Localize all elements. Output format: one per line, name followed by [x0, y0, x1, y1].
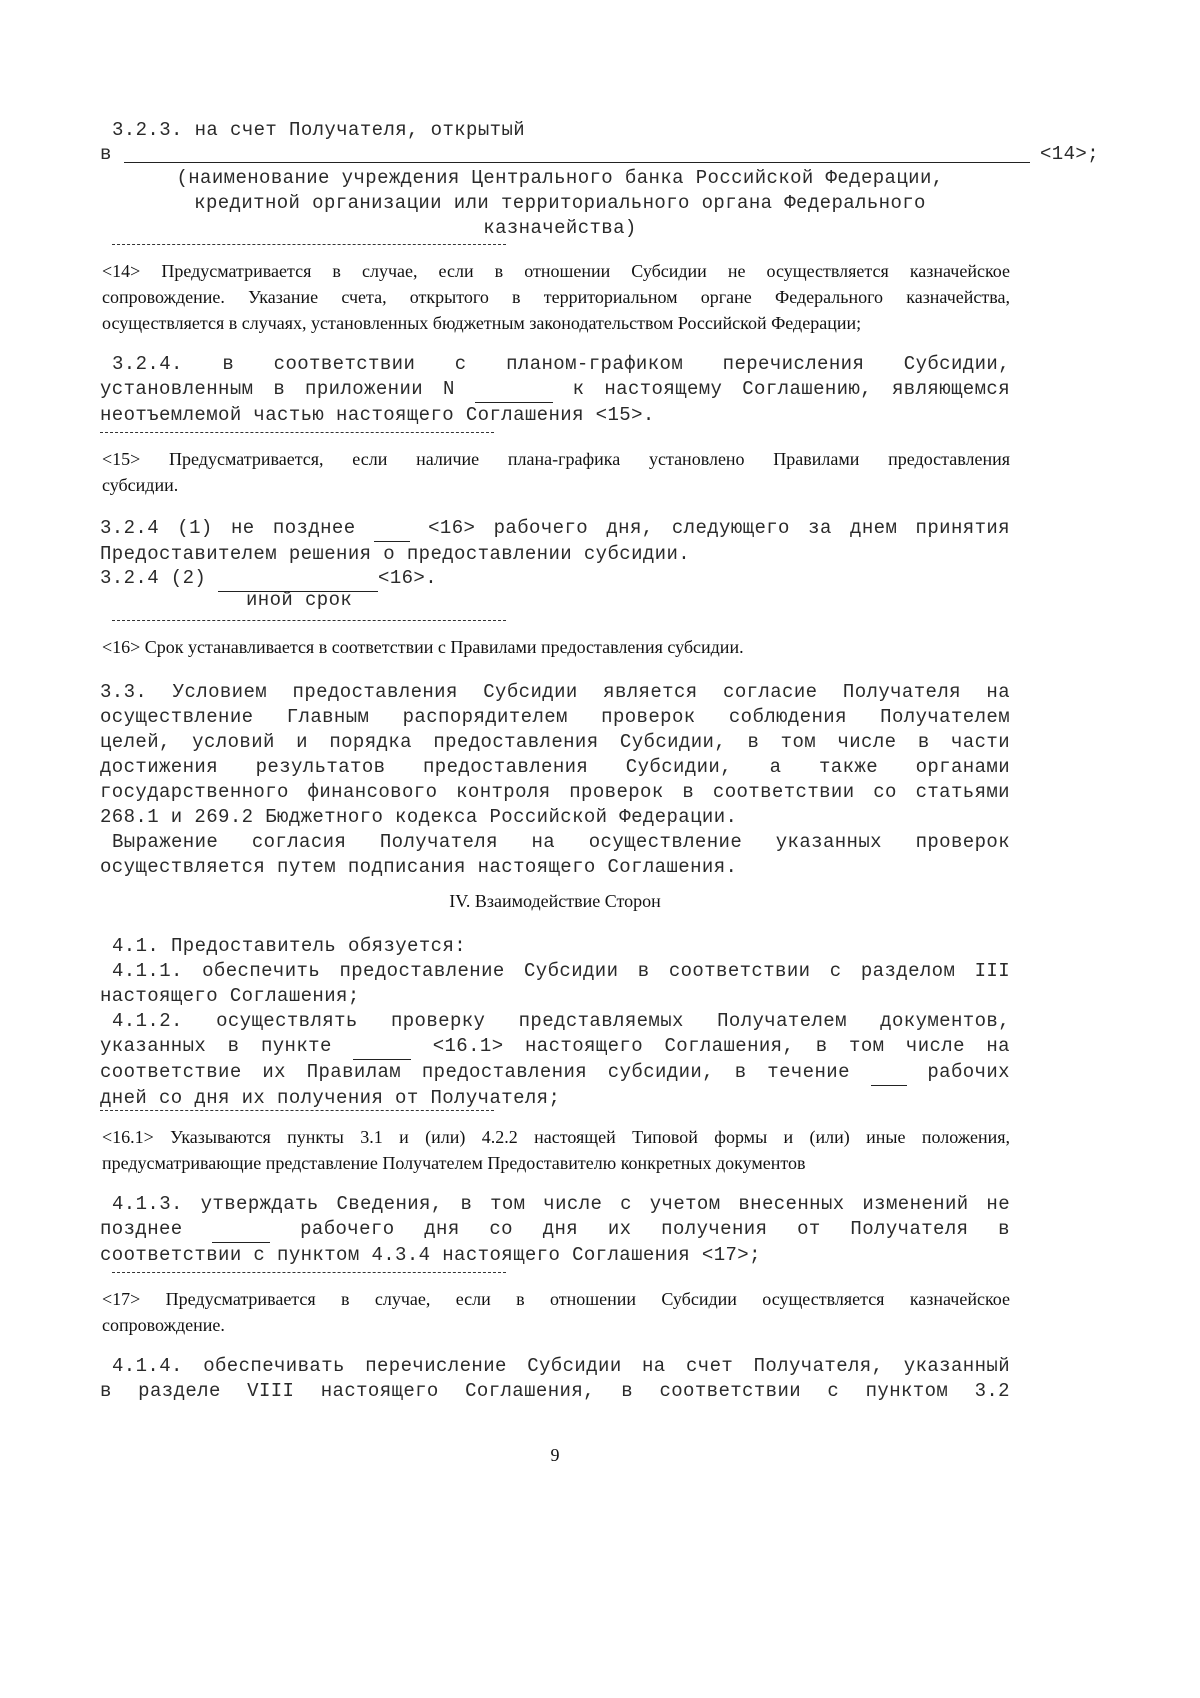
bank-caption-line-2: кредитной организации или территориального органа Федерального	[194, 192, 926, 214]
clause-number-blank	[353, 1034, 411, 1060]
footnote-16-1-line-1: <16.1> Указываются пункты 3.1 и (или) 4.2.2 настоящей Типовой формы и (или) иные положения,	[102, 1127, 1010, 1147]
approval-days-blank	[212, 1217, 270, 1243]
clause-3-2-4-2-prefix: 3.2.4 (2)	[100, 567, 207, 589]
clause-4-1-1-line-1: 4.1.1. обеспечить предоставление Субсидии в соответствии с разделом III	[112, 960, 1010, 982]
clause-3-2-4-text-a: установленным в приложении N	[100, 378, 455, 400]
footnote-17	[102, 1286, 1010, 1338]
clause-3-2-4-1-line-1	[100, 516, 1010, 542]
footnote-16-1-line-2: предусматривающие представление Получателем Предоставителю конкретных документов	[102, 1153, 806, 1173]
clause-3-2-4-line-2	[100, 377, 1010, 403]
clause-4-1-2-text-b: <16.1> настоящего Соглашения, в том числе на	[432, 1035, 1010, 1057]
footnote-separator	[112, 1272, 506, 1273]
footnote-16: <16> Срок устанавливается в соответствии с Правилами предоставления субсидии.	[102, 637, 744, 657]
clause-3-3-line-6: 268.1 и 269.2 Бюджетного кодекса Российской Федерации.	[100, 806, 738, 828]
other-term-caption: иной срок	[246, 589, 353, 611]
clause-3-2-4-text-b: к настоящему Соглашению, являющемся	[572, 378, 1011, 400]
clause-4-1-1-line-2: настоящего Соглашения;	[100, 985, 360, 1007]
clause-3-2-3-line-1: 3.2.3. на счет Получателя, открытый	[112, 119, 526, 141]
clause-3-2-4-1	[100, 516, 1010, 567]
footnote-ref-14: <14>;	[1040, 143, 1100, 165]
bank-caption	[100, 166, 1020, 241]
clause-3-3	[100, 680, 1010, 880]
clause-4-1-3-line-2	[100, 1217, 1010, 1243]
footnote-ref-16: <16>.	[378, 567, 438, 589]
clause-4-1-4	[100, 1354, 1010, 1404]
clause-4-1-2-line-2	[100, 1034, 1010, 1060]
clause-3-2-4-line-1: 3.2.4. в соответствии с планом-графиком перечисления Субсидии,	[112, 353, 1010, 375]
clause-4-1-2-line-1: 4.1.2. осуществлять проверку представляемых Получателем документов,	[112, 1010, 1010, 1032]
clause-4-1-2-text-c: соответствие их Правилам предоставления субсидии, в течение	[100, 1061, 850, 1083]
footnote-separator	[112, 620, 506, 621]
clause-3-2-4-1-text-a: 3.2.4 (1) не позднее	[100, 517, 356, 539]
clause-3-2-3-prefix: в	[100, 143, 112, 165]
clause-3-2-4-1-line-2: Предоставителем решения о предоставлении субсидии.	[100, 543, 691, 565]
clause-3-3-line-7: Выражение согласия Получателя на осуществление указанных проверок	[112, 831, 1010, 853]
footnote-14-line-3: осуществляется в случаях, установленных бюджетным законодательством Российской Федерации;	[102, 313, 862, 333]
clause-4-1-3-text-a: позднее	[100, 1218, 183, 1240]
clause-4-1-2-text-a: указанных в пункте	[100, 1035, 332, 1057]
clause-4-1-3	[100, 1192, 1010, 1268]
footnote-15	[102, 446, 1010, 498]
bank-caption-line-1: (наименование учреждения Центрального банка Российской Федерации,	[176, 167, 944, 189]
clause-3-3-line-4: достижения результатов предоставления Субсидии, а также органами	[100, 756, 1010, 778]
footnote-separator	[100, 432, 494, 433]
footnote-17-line-1: <17> Предусматривается в случае, если в отношении Субсидии осуществляется казначейское	[102, 1289, 1010, 1309]
footnote-16-1	[102, 1124, 1010, 1176]
clause-4-1-2-line-4: дней со дня их получения от Получателя;	[100, 1087, 561, 1109]
days-count-blank	[871, 1060, 907, 1086]
clause-4-1-3-line-1: 4.1.3. утверждать Сведения, в том числе с учетом внесенных изменений не	[112, 1193, 1010, 1215]
clause-3-2-4-1-text-b: <16> рабочего дня, следующего за днем принятия	[428, 517, 1010, 539]
clause-4-1	[100, 934, 1010, 1111]
footnote-15-line-2: субсидии.	[102, 475, 179, 495]
clause-3-3-line-3: целей, условий и порядка предоставления Субсидии, в том числе в части	[100, 731, 1010, 753]
footnote-separator	[100, 1110, 494, 1111]
bank-name-blank	[124, 162, 1030, 163]
clause-3-3-line-1: 3.3. Условием предоставления Субсидии является согласие Получателя на	[100, 681, 1010, 703]
clause-4-1-2-text-d: рабочих	[927, 1061, 1010, 1083]
clause-4-1-4-line-2: в разделе VIII настоящего Соглашения, в соответствии с пунктом 3.2	[100, 1380, 1010, 1402]
clause-3-3-line-5: государственного финансового контроля проверок в соответствии со статьями	[100, 781, 1010, 803]
working-day-blank	[374, 516, 410, 542]
footnote-separator	[112, 244, 506, 245]
bank-caption-line-3: казначейства)	[483, 217, 637, 239]
clause-4-1-2-line-3	[100, 1060, 1010, 1086]
clause-4-1-3-line-3: соответствии с пунктом 4.3.4 настоящего Соглашения <17>;	[100, 1244, 761, 1266]
section-heading: IV. Взаимодействие Сторон	[449, 891, 661, 911]
footnote-15-line-1: <15> Предусматривается, если наличие плана-графика установлено Правилами предоставления	[102, 449, 1010, 469]
clause-3-3-line-2: осуществление Главным распорядителем проверок соблюдения Получателем	[100, 706, 1010, 728]
footnote-17-line-2: сопровождение.	[102, 1315, 225, 1335]
clause-4-1-3-text-b: рабочего дня со дня их получения от Получателя в	[300, 1218, 1010, 1240]
clause-4-1-4-line-1: 4.1.4. обеспечивать перечисление Субсидии на счет Получателя, указанный	[112, 1355, 1010, 1377]
clause-3-2-4	[100, 352, 1010, 428]
appendix-number-blank	[475, 377, 553, 403]
footnote-14-line-1: <14> Предусматривается в случае, если в отношении Субсидии не осуществляется казначейское	[102, 261, 1010, 281]
clause-3-2-3-line-2	[100, 142, 1110, 167]
clause-3-2-4-line-3: неотъемлемой частью настоящего Соглашения <15>.	[100, 404, 655, 426]
clause-4-1-line: 4.1. Предоставитель обязуется:	[112, 935, 467, 957]
clause-3-3-line-8: осуществляется путем подписания настоящего Соглашения.	[100, 856, 738, 878]
footnote-14-line-2: сопровождение. Указание счета, открытого в территориальном органе Федерального казначейства,	[102, 287, 1010, 307]
footnote-14	[102, 258, 1010, 336]
page-number: 9	[550, 1445, 560, 1465]
